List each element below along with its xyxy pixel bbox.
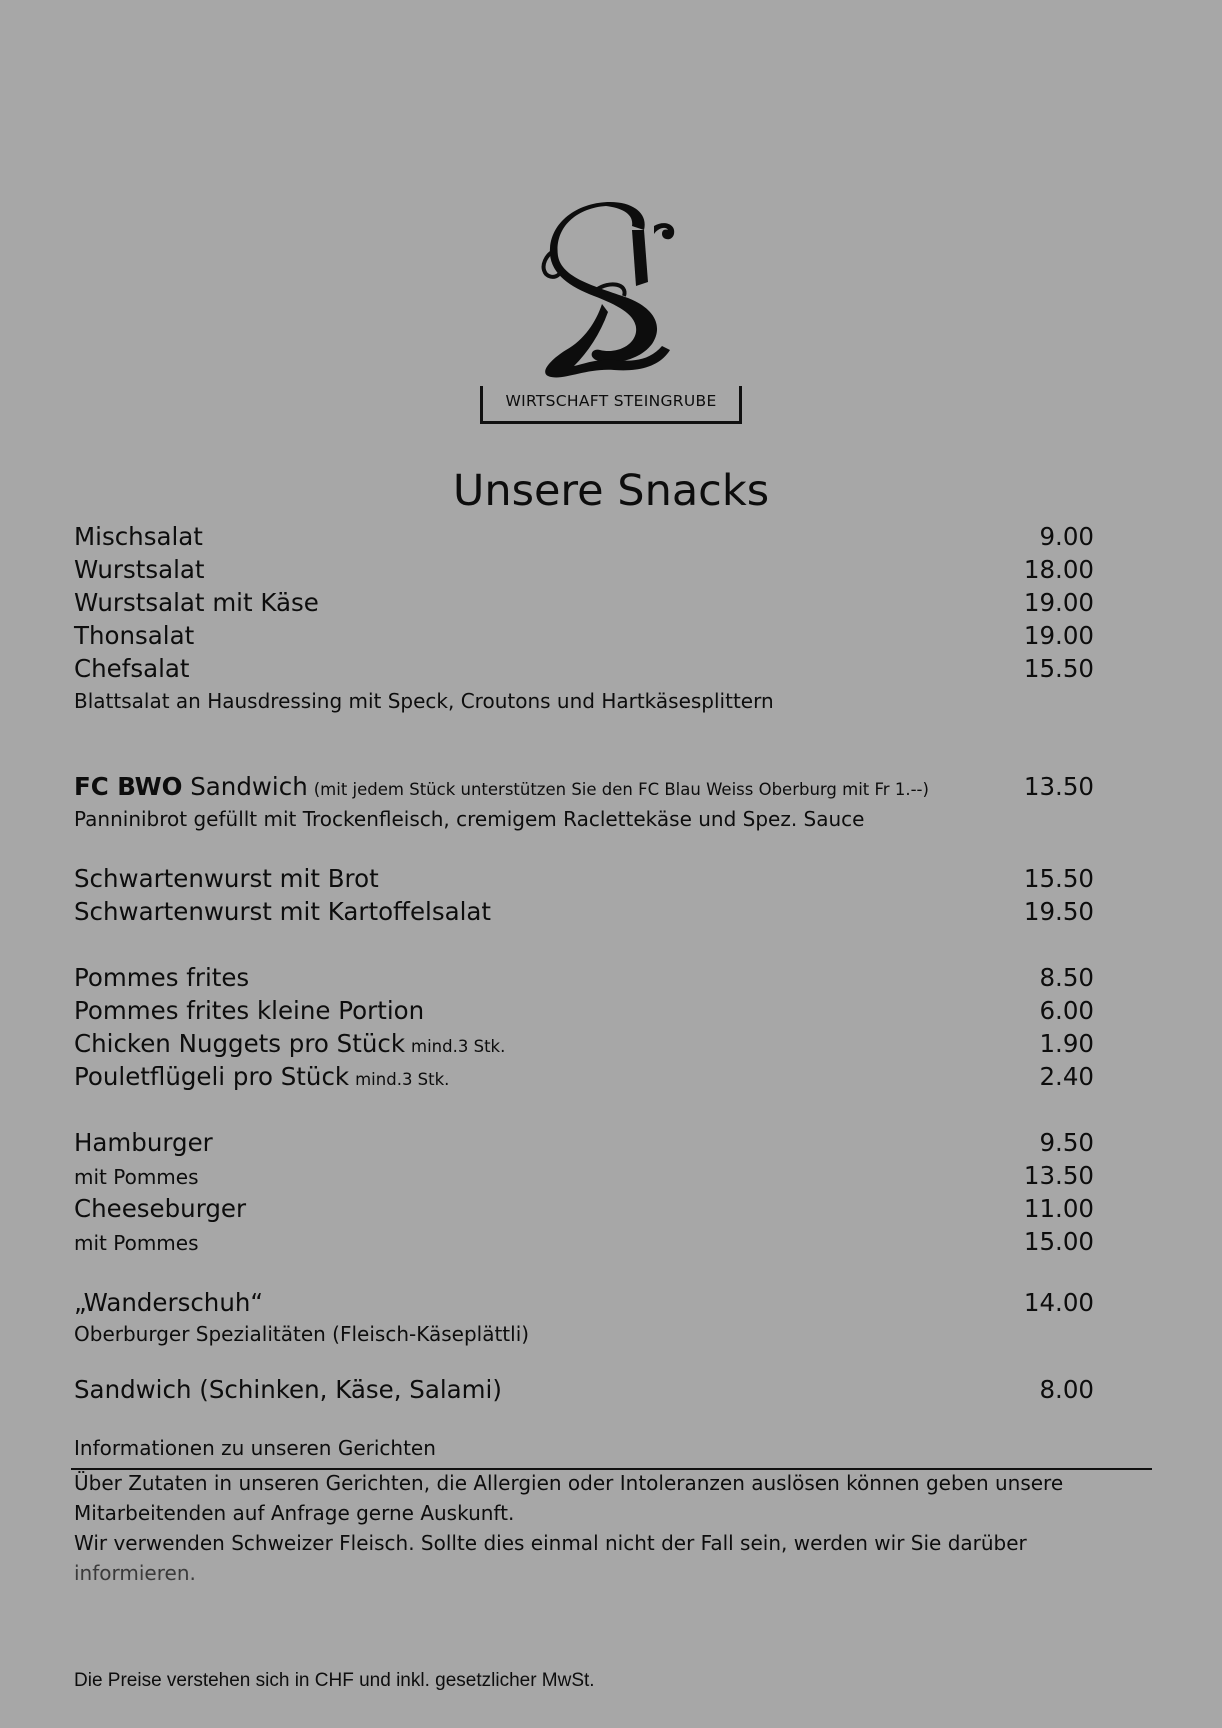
item-name — [74, 1062, 449, 1091]
item-name: mit Pommes — [74, 1165, 199, 1189]
item-name — [74, 1029, 505, 1058]
menu-item — [74, 1227, 1094, 1261]
item-name: Sandwich (Schinken, Käse, Salami) — [74, 1375, 502, 1404]
menu-item — [74, 1288, 1094, 1322]
brand-name: WIRTSCHAFT STEINGRUBE — [480, 386, 742, 424]
item-price: 8.00 — [1039, 1375, 1094, 1404]
menu-item — [74, 621, 1094, 655]
item-price: 15.50 — [1023, 864, 1094, 893]
item-price: 18.00 — [1023, 555, 1094, 584]
item-name-rest: Sandwich — [190, 772, 308, 801]
item-note: (mit jedem Stück unterstützen Sie den FC Blau Weiss Oberburg mit Fr 1.--) — [313, 780, 929, 799]
blackletter-s-logo-icon — [536, 200, 686, 380]
info-text — [74, 1468, 1164, 1588]
item-name: Mischsalat — [74, 522, 203, 551]
item-price: 15.00 — [1023, 1227, 1094, 1256]
item-name: Pommes frites — [74, 963, 250, 992]
menu-item — [74, 996, 1094, 1030]
menu-item — [74, 588, 1094, 622]
item-price: 1.90 — [1039, 1029, 1094, 1058]
menu-item — [74, 1194, 1094, 1228]
item-price: 14.00 — [1023, 1288, 1094, 1317]
item-price: 8.50 — [1039, 963, 1094, 992]
info-heading: Informationen zu unseren Gerichten — [74, 1436, 436, 1460]
item-price: 9.00 — [1039, 522, 1094, 551]
menu-item — [74, 963, 1094, 997]
page-title: Unsere Snacks — [452, 466, 770, 516]
menu-item — [74, 897, 1094, 931]
item-name-bold: FC BWO — [74, 772, 183, 801]
info-line: Über Zutaten in unseren Gerichten, die Allergien oder Intoleranzen auslösen können geben unsere Mitarbeitenden auf Anfrage gerne Auskunft. — [74, 1471, 1064, 1525]
menu-item — [74, 864, 1094, 898]
menu-item — [74, 1029, 1094, 1063]
item-name-text: Pouletflügeli pro Stück — [74, 1062, 350, 1091]
footer-note: Die Preise verstehen sich in CHF und inkl. gesetzlicher MwSt. — [74, 1670, 595, 1691]
item-name: Thonsalat — [74, 621, 195, 650]
menu-item — [74, 654, 1094, 688]
info-line: informieren. — [74, 1561, 196, 1585]
item-price: 13.50 — [1023, 1161, 1094, 1190]
menu-item — [74, 1161, 1094, 1195]
item-name: mit Pommes — [74, 1231, 199, 1255]
menu-item — [74, 772, 1094, 806]
item-price: 15.50 — [1023, 654, 1094, 683]
item-price: 19.00 — [1023, 621, 1094, 650]
item-price: 6.00 — [1039, 996, 1094, 1025]
item-name: Cheeseburger — [74, 1194, 247, 1223]
item-name: Hamburger — [74, 1128, 213, 1157]
item-note: mind.3 Stk. — [411, 1037, 506, 1056]
info-line: Wir verwenden Schweizer Fleisch. Sollte dies einmal nicht der Fall sein, werden wir Sie darüber — [74, 1531, 1027, 1555]
item-price: 19.00 — [1023, 588, 1094, 617]
item-description: Blattsalat an Hausdressing mit Speck, Croutons und Hartkäsesplittern — [74, 689, 774, 713]
menu-item — [74, 1062, 1094, 1096]
item-name — [74, 772, 929, 801]
item-price: 19.50 — [1023, 897, 1094, 926]
menu-item — [74, 1375, 1094, 1409]
menu-item — [74, 1128, 1094, 1162]
item-name: Wurstsalat mit Käse — [74, 588, 319, 617]
item-name-text: Chicken Nuggets pro Stück — [74, 1029, 406, 1058]
item-description: Oberburger Spezialitäten (Fleisch-Käseplättli) — [74, 1322, 530, 1346]
item-description: Panninibrot gefüllt mit Trockenfleisch, cremigem Raclettekäse und Spez. Sauce — [74, 807, 865, 831]
item-name: „Wanderschuh“ — [74, 1288, 264, 1317]
item-note: mind.3 Stk. — [355, 1070, 450, 1089]
item-name: Pommes frites kleine Portion — [74, 996, 425, 1025]
item-name: Wurstsalat — [74, 555, 205, 584]
item-price: 2.40 — [1039, 1062, 1094, 1091]
item-price: 13.50 — [1023, 772, 1094, 801]
item-name: Schwartenwurst mit Kartoffelsalat — [74, 897, 492, 926]
item-price: 9.50 — [1039, 1128, 1094, 1157]
menu-item — [74, 522, 1094, 556]
item-name: Schwartenwurst mit Brot — [74, 864, 379, 893]
menu-item — [74, 555, 1094, 589]
item-price: 11.00 — [1023, 1194, 1094, 1223]
item-name: Chefsalat — [74, 654, 190, 683]
